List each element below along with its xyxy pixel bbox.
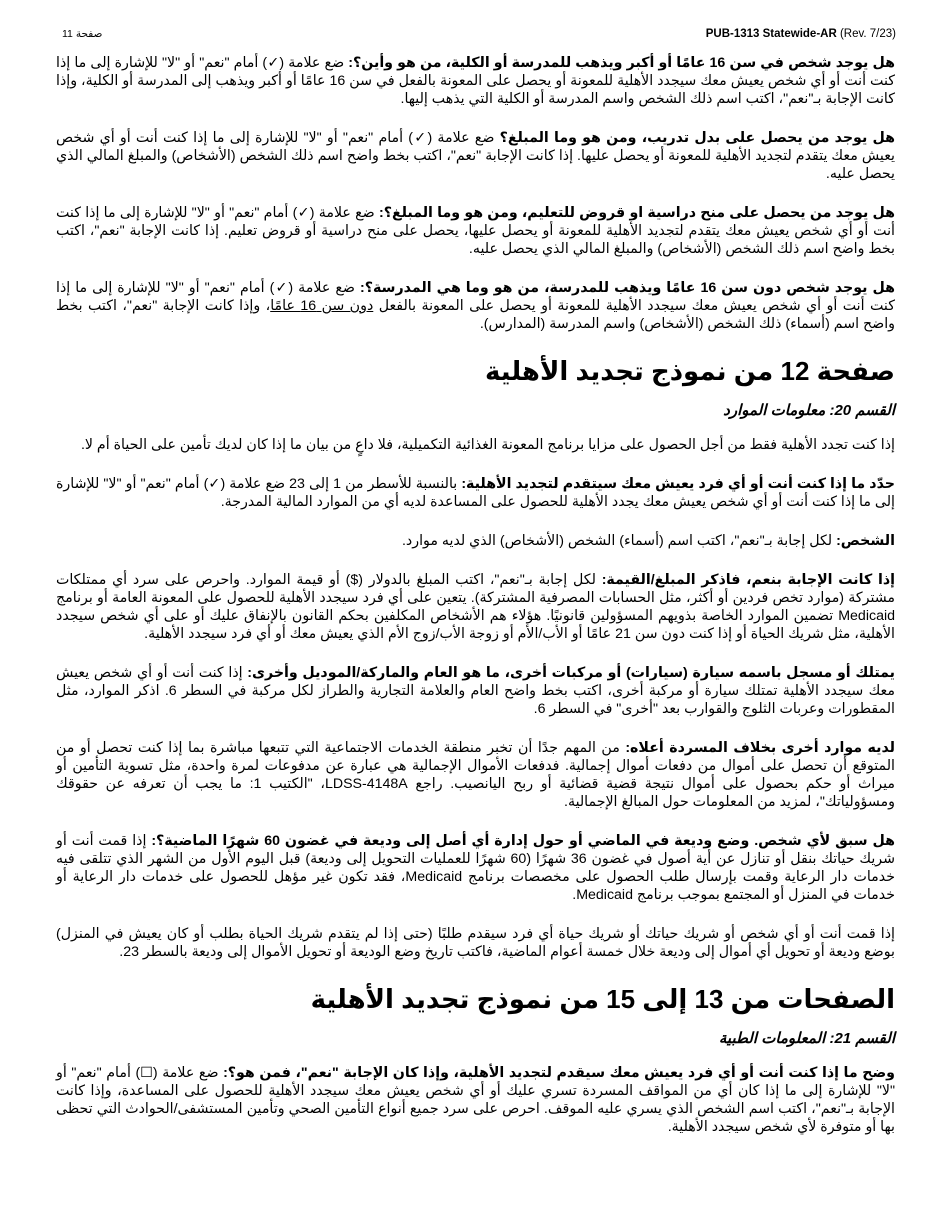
- paragraph-lead: هل يوجد من يحصل على بدل تدريب، ومن هو وما المبلغ؟: [499, 130, 896, 146]
- paragraph-lead: لديه موارد أخرى بخلاف المسردة أعلاه:: [625, 740, 896, 756]
- paragraph-other-resources: [56, 739, 895, 811]
- document-body: [56, 54, 895, 1157]
- paragraph-training-allowance: [56, 129, 895, 183]
- section-subheading-medical: القسم 21: المعلومات الطبية: [718, 1030, 895, 1047]
- paragraph-lead: هل يوجد شخص في سن 16 عامًا أو أكبر ويذهب للمدرسة أو الكلية، من هو وأين؟:: [348, 55, 896, 71]
- page-number: صفحة 11: [62, 28, 103, 40]
- paragraph-lead: وضح ما إذا كنت أنت أو أي فرد يعيش معك سيقدم لتجديد الأهلية، وإذا كان الإجابة "نعم"، فمن هو؟:: [223, 1065, 895, 1081]
- paragraph-person: [56, 532, 895, 550]
- paragraph-lead: حدّد ما إذا كنت أنت أو أي فرد يعيش معك سيتقدم لتجديد الأهلية:: [461, 476, 895, 492]
- paragraph-text: لكل إجابة بـ"نعم"، اكتب اسم (أسماء) الشخص (الأشخاص) الذي لديه موارد.: [401, 533, 837, 549]
- paragraph-text: ضع علامة (✓) أمام "نعم" أو "لا" للإشارة إلى ما إذا كنت أنت أو أي شخص يعيش معك يتقدم لتجديد الأهلية للمعونة أو يحصل عليها، يحصل على منح دراسية أو قروض تعليم. إذا كانت الإجابة "نعم"، اكتب بخط واضح اسم ذلك الشخص (الأشخاص) والمبلغ المالي الذي يحصل عليه.: [56, 205, 895, 257]
- paragraph-text: ضع علامة (✓) أمام "نعم" أو "لا" للإشارة إلى ما إذا كنت أنت أو أي شخص يعيش معك سيجدد الأهلية للمعونة أو يحصل على المعونة بالفعل في سن 16 عامًا أو أكبر ويذهب إلى المدرسة أو الكلية، وإذا كانت الإجابة بـ"نعم"، اكتب اسم ذلك الشخص واسم المدرسة أو الكلية التي يذهب إليها.: [56, 55, 895, 107]
- paragraph-trust-transfer: [56, 832, 895, 904]
- paragraph-vehicles: [56, 664, 895, 718]
- paragraph-text: إذا كنت تجدد الأهلية فقط من أجل الحصول على مزايا برنامج المعونة الغذائية التكميلية، فلا داعٍ من بيان ما إذا كان لديك تأمين على الحياة أم لا.: [80, 437, 895, 453]
- paragraph-medical-situation: [56, 1064, 895, 1136]
- paragraph-text: من المهم جدًا أن تخبر منطقة الخدمات الاجتماعية التي تتبعها مباشرة بما إذا كنت تحصل أو من المتوقع أن تحصل على أموال من دفعات أموال إجمالية. فدفعات الأموال الإجمالية هي عبارة عن مدفوعات لمرة واحدة، مثل تسوية التأمين أو ميراث أو حكم بحصول على أموال نتيجة قضية قضائية أو ربح اليانصيب. راجع LDSS-4148A، "الكتيب 1: ما يجب أن تعرفه عن حقوقك ومسؤولياتك"، لمزيد من المعلومات حول المبالغ الإجمالية.: [56, 740, 895, 810]
- paragraph-determine-applicant: [56, 475, 895, 511]
- paragraph-text: ضع علامة (✓) أمام "نعم" أو "لا" للإشارة إلى ما إذا كنت أنت أو أي شخص يعيش معك سيجدد الأهلية للمعونة أو يحصل على المعونة بالفعل: [56, 280, 895, 314]
- underlined-text: دون سن 16 عامًا: [270, 298, 374, 314]
- paragraph-students-under-16: [56, 279, 895, 333]
- paragraph-text: إذا كنت أنت أو أي شخص يعيش معك سيجدد الأهلية تمتلك سيارة أو مركبة أخرى، اكتب بخط واضح العام والعلامة التجارية والطراز لكل مركبة في السطر 6. اذكر الموارد، مثل المقطورات وعربات الثلوج والقوارب بعد "أخرى" في السطر 6.: [56, 665, 895, 717]
- section-heading-pages-13-15: الصفحات من 13 إلى 15 من نموذج تجديد الأهلية: [310, 984, 895, 1014]
- paragraph-text: ، وإذا كانت الإجابة "نعم"، اكتب بخط واضح اسم (أسماء) ذلك الشخص (الأشخاص) واسم المدرسة (المدارس).: [56, 298, 895, 332]
- paragraph-lead: هل يوجد شخص دون سن 16 عامًا ويذهب للمدرسة، من هو وما هي المدرسة؟:: [359, 280, 896, 296]
- paragraph-lead: الشخص:: [836, 533, 895, 549]
- paragraph-text: بالنسبة للأسطر من 1 إلى 23 ضع علامة (✓) أمام "نعم" أو "لا" للإشارة إلى ما إذا كنت أنت أو أي شخص يعيش معك يجدد الأهلية للحصول على المساعدة لديه أي من الموارد المالية المدرجة.: [56, 476, 895, 510]
- paragraph-amount-value: [56, 571, 895, 643]
- paragraph-text: إذا قمت أنت أو أي شخص أو شريك حياتك أو شريك حياة أي فرد سيقدم طلبًا (حتى إذا لم يتقدم شريك الحياة بطلب أو كان يعيش في المنزل) بوضع وديعة أو تحويل أي أموال إلى وديعة خلال خمسة أعوام الماضية، فاكتب تاريخ وضع الوديعة أو تحويل الأموال إلى وديعة بالسطر 23.: [56, 926, 895, 960]
- paragraph-lead: يمتلك أو مسجل باسمه سيارة (سيارات) أو مركبات أخرى، ما هو العام والماركة/الموديل وأخرى:: [247, 665, 895, 681]
- revision: (Rev. 7/23): [839, 28, 896, 40]
- paragraph-snap-only: [56, 436, 895, 454]
- section-heading-page-12: صفحة 12 من نموذج تجديد الأهلية: [484, 356, 895, 386]
- paragraph-text: لكل إجابة بـ"نعم"، اكتب المبلغ بالدولار ($) أو قيمة الموارد. واحرص على سرد أي ممتلكات مشتركة (موارد تخص فردين أو أكثر، مثل الحسابات المصرفية المشتركة). يتعين على أي فرد سيجدد الأهلية للحصول على المعونة العامة أو برنامج Medicaid تضمين الموارد الخاصة بذويهم المسؤولين قانونيًا. هؤلاء هم الأشخاص المكلفين بحكم القانون بالإنفاق عليك أو على أي شخص سيجدد الأهلية، مثل شريك الحياة أو إذا كنت دون سن 21 عامًا أو الأب/الأم أو زوجة الأب/زوج الأم الذي يعيش معك أو أي فرد سيجدد الأهلية.: [56, 572, 895, 642]
- paragraph-students-16-plus: [56, 54, 895, 108]
- paragraph-lead: هل يوجد من يحصل على منح دراسية او قروض للتعليم، ومن هو وما المبلغ؟:: [378, 205, 896, 221]
- paragraph-text: ضع علامة (✓) أمام "نعم" أو "لا" للإشارة إلى ما إذا كنت أنت أو أي شخص يعيش معك يتقدم لتجديد الأهلية للمعونة أو يحصل عليها. إذا كانت الإجابة "نعم"، اكتب بخط واضح اسم ذلك الشخص (الأشخاص) والمبلغ المالي الذي يحصل عليه.: [56, 130, 895, 182]
- paragraph-text: ضع علامة (☐) أمام "نعم" أو "لا" للإشارة إلى ما إذا كان أي من المواقف المسردة تسري عليك أو أي شخص يعيش معك سيجدد الأهلية للحصول على المساعدة، وإذا كانت الإجابة بـ"نعم"، اكتب اسم الشخص الذي يسري عليه الموقف. احرص على سرد جميع أنواع التأمين الصحي وتأمين المستشفى/الحوادث التي تحظى بها أو متوفرة لأي شخص سيجدد الأهلية.: [56, 1065, 895, 1135]
- pub-code: PUB-1313 Statewide-AR: [705, 28, 837, 40]
- section-subheading-resources: القسم 20: معلومات الموارد: [723, 402, 895, 419]
- publication-code: [706, 28, 896, 40]
- paragraph-text: إذا قمت أنت أو شريك حياتك بنقل أو تنازل عن أية أصول في غضون 36 شهرًا (60 شهرًا للعمليات التحويل إلى وديعة) قبل اليوم الأول من الشهر الذي تتلقى فيه خدمات دار الرعاية وقمت بإرسال طلب الحصول على مخصصات برنامج Medicaid، فقد تكون غير مؤهل للحصول على خدمات دار الرعاية أو خدمات في المنزل أو المجتمع بموجب برنامج Medicaid.: [56, 833, 895, 903]
- paragraph-scholarships: [56, 204, 895, 258]
- paragraph-lead: إذا كانت الإجابة بنعم، فاذكر المبلغ/القيمة:: [601, 572, 895, 588]
- paragraph-trust-date: [56, 925, 895, 961]
- paragraph-lead: هل سبق لأي شخص. وضع وديعة في الماضي أو حول إدارة أي أصل إلى وديعة في غضون 60 شهرًا الماضية؟:: [151, 833, 895, 849]
